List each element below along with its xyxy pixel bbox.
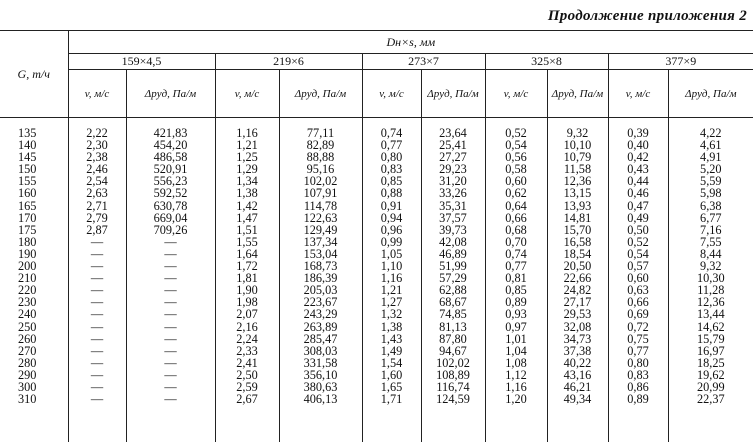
table-cell: 12,36 [563,174,592,189]
table-cell: 9,32 [566,126,589,140]
table-cell: 285,47 [303,331,338,346]
table-cell: 486,58 [153,150,188,165]
table-cell: 57,29 [439,271,467,286]
table-cell: — [90,246,104,261]
table-cell: 0,74 [380,126,403,140]
table-cell: 4,91 [700,150,722,165]
table-cell: 29,53 [563,307,592,322]
table-cell: 0,97 [505,319,527,334]
table-cell: 1,05 [380,246,403,261]
g-value: 300 [18,379,37,394]
table-cell: 2,30 [86,138,108,153]
table-cell: — [90,331,104,346]
g-value: 190 [18,246,37,261]
g-value: 150 [18,162,37,177]
pressure-drop-header: Δpуд, Па/м [279,70,362,118]
table-cell: 0,80 [627,355,649,370]
table-cell: 33,26 [439,186,467,201]
table-cell: 1,54 [380,355,403,370]
table-cell: 129,49 [303,222,338,237]
velocity-column [362,118,421,443]
table-cell: 22,66 [563,271,592,286]
table-cell: — [164,331,177,346]
table-cell: 108,89 [436,367,470,382]
table-cell: 454,20 [153,138,188,153]
pressure-drop-column [126,118,215,443]
table-cell: 18,25 [696,355,725,370]
table-cell: 1,90 [236,283,258,298]
table-cell: 1,25 [236,150,258,165]
table-cell: 2,59 [236,379,258,394]
table-cell: 0,44 [627,174,649,189]
velocity-column [215,118,279,443]
g-value: 135 [18,126,37,140]
pressure-drop-header: Δpуд, Па/м [668,70,753,118]
table-cell: 153,04 [303,246,338,261]
table-cell: 74,85 [439,307,467,322]
table-cell: — [90,343,104,358]
table-cell: 1,72 [236,259,258,274]
table-cell: 186,39 [303,271,338,286]
table-cell: 0,69 [627,307,649,322]
velocity-column [608,118,668,443]
table-cell: 42,08 [439,234,467,249]
table-cell: 1,01 [505,331,527,346]
table-cell: 0,81 [505,271,527,286]
table-cell: 32,08 [563,319,592,334]
g-value: 140 [18,138,37,153]
table-cell: 7,55 [700,234,722,249]
table-cell: 27,27 [439,150,467,165]
table-cell: 9,32 [700,259,722,274]
table-cell: — [90,355,104,370]
g-value: 160 [18,186,37,201]
table-cell: 0,49 [627,210,649,225]
table-cell: 81,13 [439,319,467,334]
data-table [0,30,753,442]
pipe-size-header: 159×4,5 [68,54,215,70]
table-cell: 1,42 [236,198,258,213]
table-cell: — [90,392,104,407]
table-cell: 35,31 [439,198,467,213]
table-cell: 0,80 [380,150,403,165]
table-cell: 6,38 [700,198,722,213]
table-cell: — [90,379,104,394]
table-cell: 0,89 [627,392,649,407]
table-cell: 68,67 [439,295,467,310]
g-value: 270 [18,343,37,358]
table-cell: 62,88 [439,283,467,298]
g-value: 145 [18,150,37,165]
table-cell: 1,04 [505,343,527,358]
table-cell: 205,03 [303,283,338,298]
table-cell: 520,91 [153,162,188,177]
g-value: 180 [18,234,37,249]
table-cell: 2,50 [236,367,258,382]
table-cell: 630,78 [153,198,188,213]
table-cell: — [90,271,104,286]
table-cell: — [164,379,177,394]
table-cell: 15,70 [563,222,592,237]
table-cell: 2,24 [236,331,258,346]
table-cell: 1,65 [380,379,403,394]
pressure-drop-column [421,118,485,443]
table-cell: 1,29 [236,162,258,177]
table-cell: 0,54 [505,138,527,153]
table-cell: 0,85 [380,174,403,189]
table-cell: 43,16 [563,367,592,382]
velocity-header: v, м/с [608,70,668,118]
table-cell: 592,52 [153,186,188,201]
table-cell: — [164,307,177,322]
table-cell: 39,73 [439,222,467,237]
table-cell: 0,60 [505,174,527,189]
table-cell: 356,10 [303,367,338,382]
table-cell: 380,63 [303,379,338,394]
table-cell: 0,77 [505,259,527,274]
table-cell: — [164,319,177,334]
table-cell: 0,77 [627,343,649,358]
table-cell: 0,56 [505,150,527,165]
pressure-drop-header: Δpуд, Па/м [126,70,215,118]
g-value: 230 [18,295,37,310]
table-cell: 2,07 [236,307,258,322]
table-cell: — [164,246,177,261]
table-cell: 114,78 [303,198,338,213]
table-cell: 0,57 [627,259,649,274]
table-cell: 2,33 [236,343,258,358]
table-cell: 263,89 [303,319,338,334]
table-cell: 2,71 [86,198,108,213]
table-cell: 12,36 [696,295,725,310]
table-cell: 82,89 [306,138,335,153]
table-cell: 116,74 [436,379,470,394]
table-cell: 102,02 [436,355,470,370]
table-cell: 11,28 [697,283,725,298]
table-cell: 77,11 [306,126,335,140]
table-cell: 0,40 [627,138,649,153]
table-cell: 5,59 [700,174,722,189]
velocity-header: v, м/с [215,70,279,118]
table-cell: 1,21 [380,283,403,298]
table-cell: 49,34 [563,392,592,407]
table-cell: 1,16 [505,379,527,394]
table-cell: — [164,392,177,407]
table-cell: 37,38 [563,343,592,358]
table-cell: — [164,234,177,249]
table-cell: — [164,367,177,382]
table-cell: 2,63 [86,186,108,201]
table-cell: 51,99 [439,259,467,274]
table-cell: 1,10 [380,259,403,274]
table-cell: 1,32 [380,307,403,322]
table-cell: 0,47 [627,198,649,213]
table-cell: 0,63 [627,283,649,298]
table-cell: 1,51 [236,222,258,237]
table-cell: 1,60 [380,367,403,382]
table-cell: 2,79 [86,210,108,225]
table-cell: 10,10 [563,138,592,153]
table-cell: 0,89 [505,295,527,310]
table-cell: — [90,295,104,310]
table-cell: 1,47 [236,210,258,225]
table-cell: 1,16 [236,126,258,140]
table-cell: 1,20 [505,392,527,407]
table-cell: 88,88 [306,150,335,165]
table-cell: — [164,259,177,274]
table-cell: 11,58 [563,162,592,177]
table-cell: 2,67 [236,392,258,407]
table-cell: 0,62 [505,186,527,201]
table-cell: 168,73 [303,259,338,274]
table-cell: 421,83 [153,126,188,140]
table-cell: 1,16 [380,271,403,286]
table-cell: 20,99 [696,379,725,394]
table-cell: 0,88 [380,186,403,201]
table-cell: 1,49 [380,343,403,358]
table-cell: 10,79 [563,150,592,165]
table-cell: — [164,295,177,310]
table-cell: 0,93 [505,307,527,322]
table-cell: 0,58 [505,162,527,177]
table-cell: 0,43 [627,162,649,177]
table-cell: 0,72 [627,319,649,334]
table-cell: 13,15 [563,186,592,201]
table-cell: 22,37 [696,392,725,407]
table-cell: 10,30 [696,271,725,286]
table-cell: 669,04 [153,210,188,225]
table-cell: — [90,307,104,322]
pressure-drop-column [547,118,608,443]
table-cell: 1,34 [236,174,258,189]
g-value: 280 [18,355,37,370]
pressure-drop-column [279,118,362,443]
table-cell: 37,57 [439,210,467,225]
g-header: G, т/ч [0,31,68,118]
table-cell: — [164,283,177,298]
pipe-size-header: 377×9 [608,54,753,70]
table-cell: 0,52 [505,126,527,140]
g-value: 240 [18,307,37,322]
table-cell: 124,59 [436,392,470,407]
table-cell: 0,54 [627,246,649,261]
table-cell: 243,29 [303,307,338,322]
table-cell: 0,66 [627,295,649,310]
table-cell: — [90,367,104,382]
table-cell: 0,74 [505,246,527,261]
table-cell: 709,26 [153,222,188,237]
table-cell: 14,81 [563,210,592,225]
table-cell: 406,13 [303,392,338,407]
table-cell: — [164,343,177,358]
g-value: 165 [18,198,37,213]
table-cell: 2,16 [236,319,258,334]
table-cell: 0,85 [505,283,527,298]
table-cell: 18,54 [563,246,592,261]
table-cell: 16,58 [563,234,592,249]
table-cell: 1,43 [380,331,403,346]
pressure-drop-header: Δpуд, Па/м [547,70,608,118]
table-cell: 2,38 [86,150,108,165]
table-cell: 16,97 [696,343,725,358]
pipe-size-header: 219×6 [215,54,362,70]
table-cell: 14,62 [696,319,725,334]
table-cell: 4,22 [700,126,722,140]
g-value: 290 [18,367,37,382]
g-value: 170 [18,210,37,225]
table-cell: 1,64 [236,246,258,261]
table-cell: 87,80 [439,331,467,346]
table-cell: 0,50 [627,222,649,237]
table-cell: 40,22 [563,355,592,370]
table-cell: 2,87 [86,222,108,237]
table-cell: 0,68 [505,222,527,237]
table-cell: 137,34 [303,234,338,249]
table-cell: — [164,355,177,370]
table-cell: 13,44 [696,307,725,322]
table-cell: 46,21 [563,379,592,394]
table-cell: 0,64 [505,198,527,213]
table-cell: 29,23 [439,162,467,177]
table-cell: 27,17 [563,295,592,310]
g-column [0,118,68,443]
table-cell: 6,77 [700,210,722,225]
table-cell: — [90,259,104,274]
velocity-column [68,118,126,443]
table-cell: 94,67 [439,343,467,358]
table-cell: 25,41 [439,138,467,153]
table-cell: 1,98 [236,295,258,310]
table-cell: 23,64 [439,126,467,140]
table-caption: Продолжение приложения 2 [547,8,747,24]
table-cell: 0,94 [380,210,403,225]
table-cell: 107,91 [303,186,338,201]
table-cell: 2,54 [86,174,108,189]
table-cell: 34,73 [563,331,592,346]
table-cell: 0,86 [627,379,649,394]
pipe-size-header: 325×8 [485,54,608,70]
pipe-size-header: 273×7 [362,54,485,70]
table-cell: 46,89 [439,246,467,261]
table-cell: — [90,283,104,298]
table-cell: — [164,271,177,286]
table-cell: 8,44 [700,246,722,261]
table-cell: 1,38 [380,319,403,334]
table-cell: 19,62 [696,367,725,382]
table-cell: 95,16 [306,162,335,177]
pressure-drop-header: Δpуд, Па/м [421,70,485,118]
table-cell: 1,71 [380,392,403,407]
table-cell: 5,98 [700,186,722,201]
table-cell: 308,03 [303,343,338,358]
table-cell: 20,50 [563,259,592,274]
g-value: 250 [18,319,37,334]
table-cell: 0,46 [627,186,649,201]
table-cell: 15,79 [696,331,725,346]
table-cell: 223,67 [303,295,338,310]
table-cell: 0,52 [627,234,649,249]
table-cell: 0,66 [505,210,527,225]
table-cell: 2,22 [86,126,108,140]
table-cell: 102,02 [303,174,338,189]
table-cell: 556,23 [153,174,188,189]
table-cell: 31,20 [439,174,467,189]
table-cell: 24,82 [563,283,592,298]
g-value: 220 [18,283,37,298]
velocity-header: v, м/с [68,70,126,118]
table-cell: 2,41 [236,355,258,370]
table-cell: — [90,234,104,249]
velocity-column [485,118,547,443]
table-cell: 0,42 [627,150,649,165]
table-cell: 0,91 [380,198,403,213]
g-value: 210 [18,271,37,286]
table-cell: 1,12 [505,367,527,382]
table-cell: 0,83 [627,367,649,382]
table-cell: — [90,319,104,334]
g-value: 175 [18,222,37,237]
table-cell: 331,58 [303,355,338,370]
dn-header: Dн×s, мм [68,31,753,54]
table-cell: 1,38 [236,186,258,201]
g-value: 260 [18,331,37,346]
table-cell: 0,96 [380,222,403,237]
table-cell: 7,16 [700,222,722,237]
table-cell: 5,20 [700,162,722,177]
table-cell: 4,61 [700,138,722,153]
velocity-header: v, м/с [362,70,421,118]
pressure-drop-column [668,118,753,443]
table-cell: 0,70 [505,234,527,249]
table-cell: 0,99 [380,234,403,249]
g-value: 200 [18,259,37,274]
table-cell: 1,08 [505,355,527,370]
table-cell: 122,63 [303,210,338,225]
table-cell: 1,21 [236,138,258,153]
table-cell: 1,27 [380,295,403,310]
table-cell: 0,77 [380,138,403,153]
table-cell: 1,81 [236,271,258,286]
table-cell: 1,55 [236,234,258,249]
table-cell: 2,46 [86,162,108,177]
table-cell: 0,39 [627,126,649,140]
table-cell: 13,93 [563,198,592,213]
g-value: 310 [18,392,37,407]
table-cell: 0,83 [380,162,403,177]
velocity-header: v, м/с [485,70,547,118]
table-cell: 0,75 [627,331,649,346]
table-cell: 0,60 [627,271,649,286]
g-value: 155 [18,174,37,189]
